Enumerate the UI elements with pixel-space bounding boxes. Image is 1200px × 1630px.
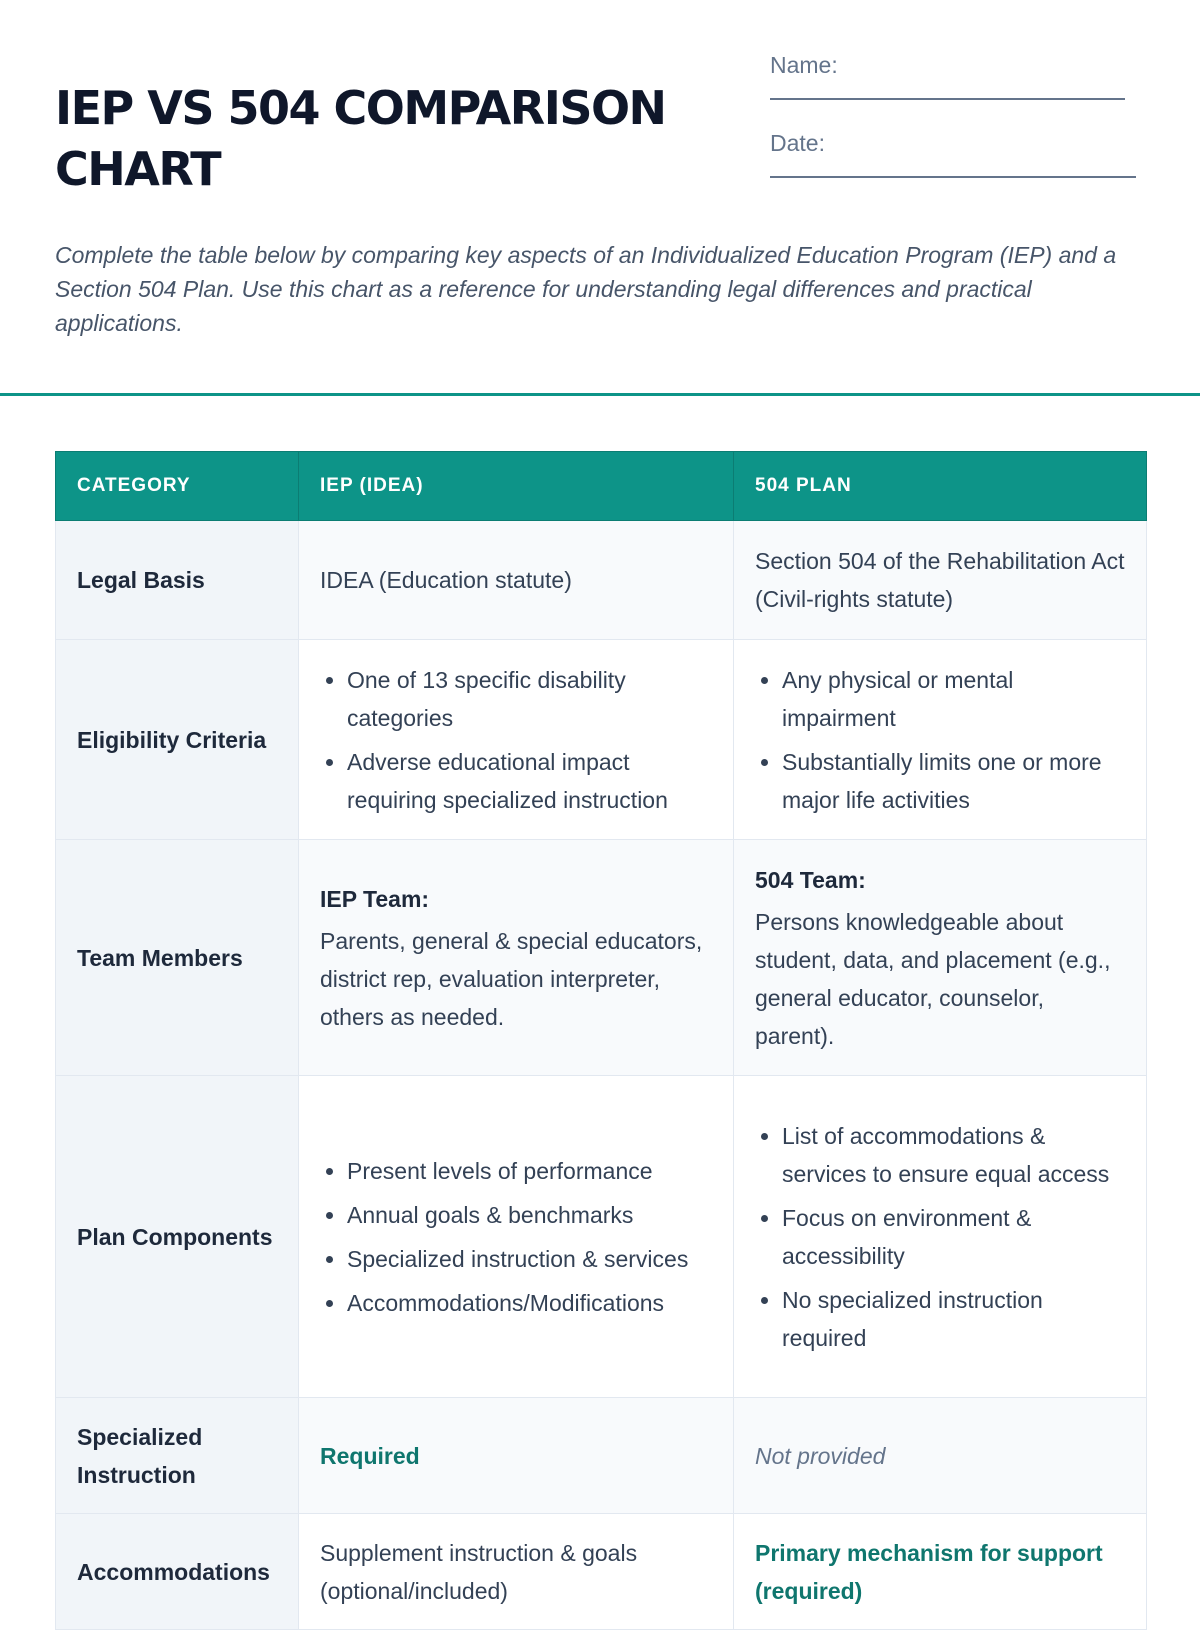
plan504-cell: Section 504 of the Rehabilitation Act (Civil-rights statute) bbox=[734, 521, 1147, 640]
header-category: CATEGORY bbox=[56, 452, 299, 521]
name-input-line[interactable] bbox=[770, 86, 1125, 100]
plan504-cell: Primary mechanism for support (required) bbox=[734, 1514, 1147, 1630]
table-row bbox=[56, 840, 1147, 1076]
list-item: • Specialized instruction & services bbox=[347, 1240, 712, 1278]
plan504-cell bbox=[734, 840, 1147, 1076]
list-item: • Focus on environment & accessibility bbox=[782, 1199, 1125, 1275]
category-cell: Specialized Instruction bbox=[56, 1398, 299, 1514]
list-item: • Accommodations/Modifications bbox=[347, 1284, 712, 1322]
list-item: • No specialized instruction required bbox=[782, 1281, 1125, 1357]
iep-cell bbox=[299, 840, 734, 1076]
date-input-line[interactable] bbox=[770, 164, 1136, 178]
plan504-cell bbox=[734, 1076, 1147, 1398]
date-label: Date: bbox=[770, 130, 825, 156]
list-item: • List of accommodations & services to ensure equal access bbox=[782, 1117, 1125, 1193]
instructions: Complete the table below by comparing key aspects of an Individualized Education Program (IEP) and a Section 504 Plan. Use this chart as a reference for understanding legal differences and practical applications. bbox=[55, 242, 1117, 336]
category-cell: Accommodations bbox=[56, 1514, 299, 1630]
iep-cell bbox=[299, 640, 734, 840]
category-cell: Legal Basis bbox=[56, 521, 299, 640]
table-header-row bbox=[56, 452, 1147, 521]
iep-cell: IDEA (Education statute) bbox=[299, 521, 734, 640]
table-row bbox=[56, 1398, 1147, 1514]
table-row bbox=[56, 1514, 1147, 1630]
table-row bbox=[56, 521, 1147, 640]
iep-cell: Supplement instruction & goals (optional/included) bbox=[299, 1514, 734, 1630]
category-cell: Eligibility Criteria bbox=[56, 640, 299, 840]
header-504: 504 PLAN bbox=[734, 452, 1147, 521]
name-label: Name: bbox=[770, 52, 838, 78]
list-item: • Any physical or mental impairment bbox=[782, 661, 1125, 737]
iep-cell bbox=[299, 1076, 734, 1398]
name-date-fields bbox=[770, 52, 1150, 208]
table-row bbox=[56, 1076, 1147, 1398]
iep-team-text: Parents, general & special educators, district rep, evaluation interpreter, others as needed. bbox=[320, 927, 703, 1030]
page-title: IEP VS 504 COMPARISON CHART bbox=[55, 81, 666, 196]
iep-team-heading: IEP Team: bbox=[320, 885, 430, 912]
plan504-team-heading: 504 Team: bbox=[755, 866, 866, 893]
category-cell: Team Members bbox=[56, 840, 299, 1076]
list-item: • One of 13 specific disability categories bbox=[347, 661, 712, 737]
iep-cell: Required bbox=[299, 1398, 734, 1514]
comparison-table bbox=[55, 451, 1147, 1630]
list-item: • Substantially limits one or more major life activities bbox=[782, 743, 1125, 819]
category-cell: Plan Components bbox=[56, 1076, 299, 1398]
plan504-cell: Not provided bbox=[734, 1398, 1147, 1514]
table-row bbox=[56, 640, 1147, 840]
list-item: • Present levels of performance bbox=[347, 1152, 712, 1190]
plan504-team-text: Persons knowledgeable about student, data, and placement (e.g., general educator, counselor, parent). bbox=[755, 908, 1111, 1049]
plan504-cell bbox=[734, 640, 1147, 840]
header-iep: IEP (IDEA) bbox=[299, 452, 734, 521]
list-item: • Adverse educational impact requiring specialized instruction bbox=[347, 743, 712, 819]
divider bbox=[0, 393, 1200, 396]
list-item: • Annual goals & benchmarks bbox=[347, 1196, 712, 1234]
